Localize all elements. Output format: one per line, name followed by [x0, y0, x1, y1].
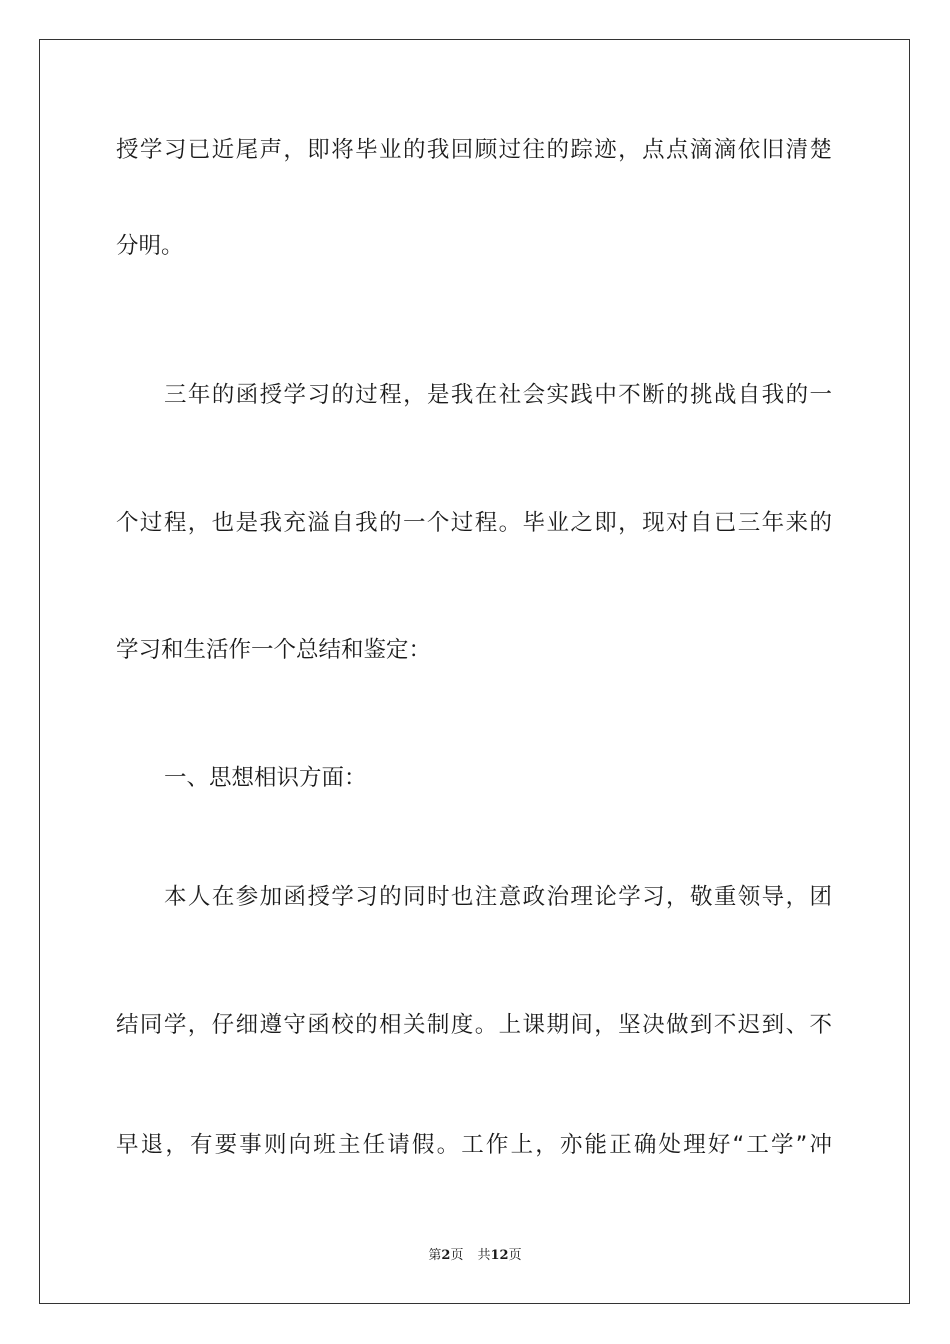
text-line-9: 早退，有要事则向班主任请假。工作上，亦能正确处理好“工学”冲 [116, 1132, 832, 1158]
text-line-2: 分明。 [116, 233, 184, 259]
total-unit: 页 [508, 1248, 522, 1263]
section-heading: 一、思想相识方面： [164, 765, 367, 791]
text-line-8: 结同学，仔细遵守函校的相关制度。上课期间，坚决做到不迟到、不 [116, 1012, 832, 1038]
page-border [39, 39, 910, 1304]
page-unit: 页 [450, 1248, 464, 1263]
page-prefix: 第 [428, 1248, 442, 1263]
page-number-footer [0, 1247, 950, 1265]
text-line-5: 学习和生活作一个总结和鉴定： [116, 637, 432, 663]
text-line-3: 三年的函授学习的过程，是我在社会实践中不断的挑战自我的一 [164, 382, 832, 408]
total-page-number: 12 [490, 1248, 509, 1263]
text-line-1: 授学习已近尾声，即将毕业的我回顾过往的踪迹，点点滴滴依旧清楚 [116, 137, 832, 163]
total-prefix: 共 [477, 1248, 491, 1263]
current-page-number: 2 [441, 1248, 451, 1263]
text-line-4: 个过程，也是我充溢自我的一个过程。毕业之即，现对自已三年来的 [116, 510, 832, 536]
text-line-7: 本人在参加函授学习的同时也注意政治理论学习，敬重领导，团 [164, 884, 832, 910]
